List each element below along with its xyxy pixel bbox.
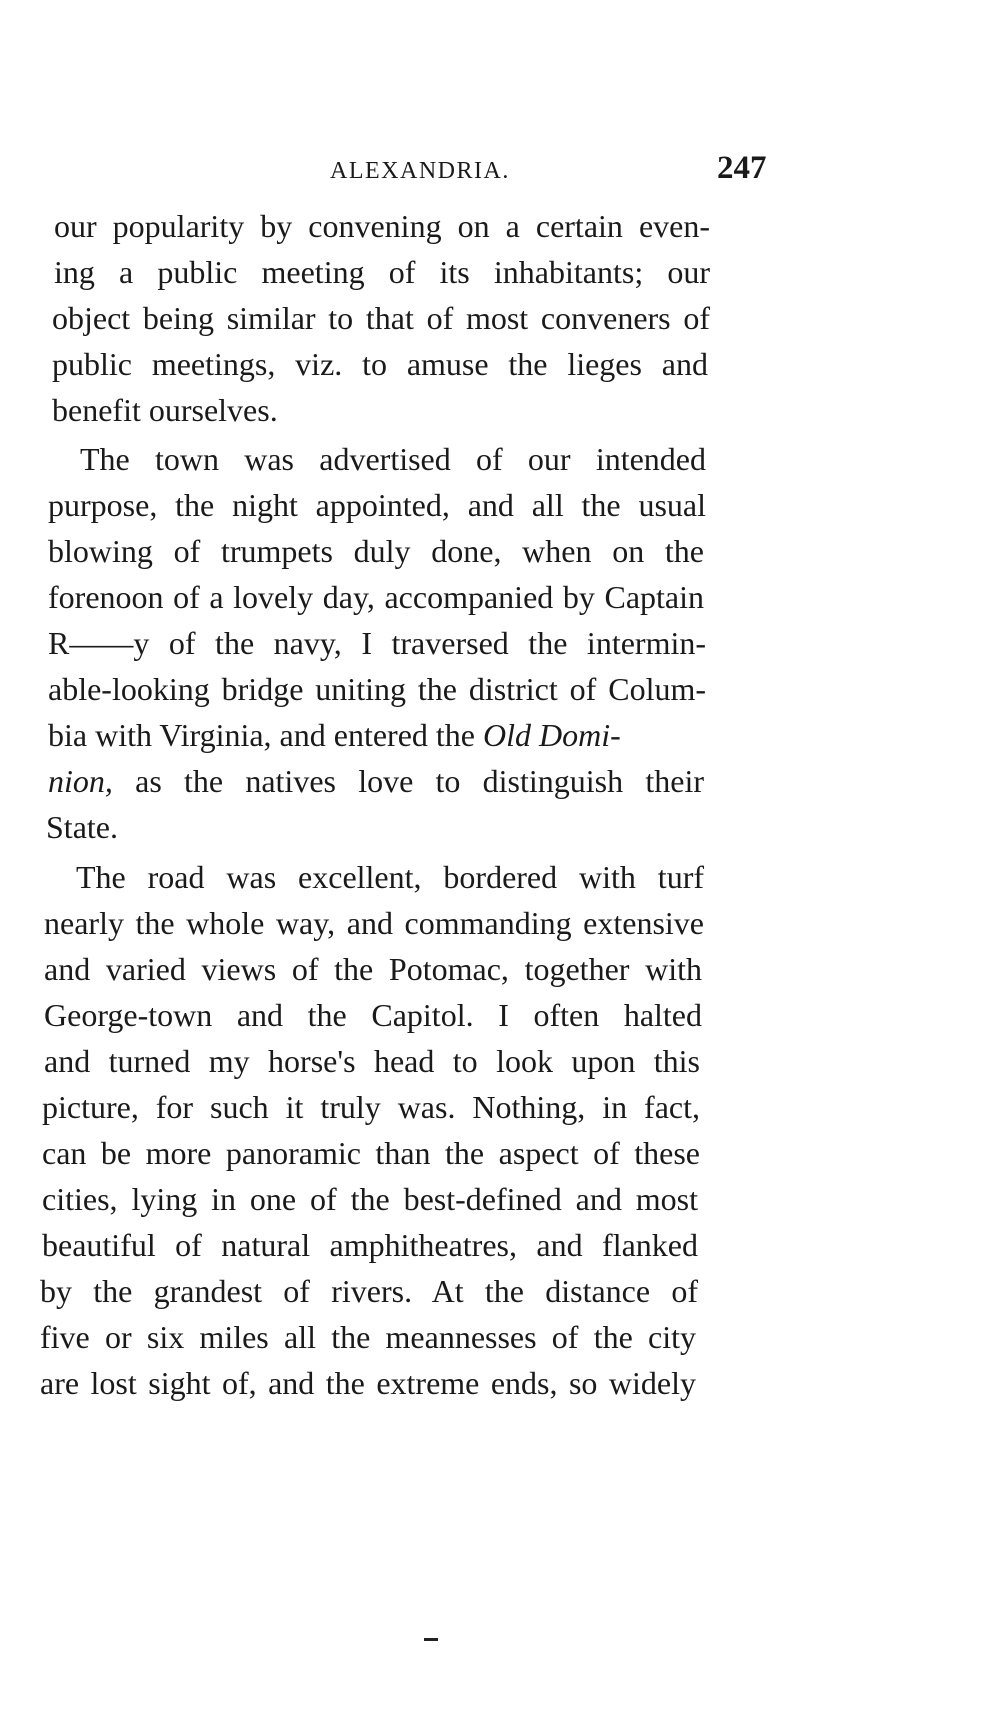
page-number: 247 bbox=[717, 150, 767, 186]
text-line-1: our popularity by convening on a certain even- bbox=[54, 208, 710, 244]
text-line-26: are lost sight of, and the extreme ends, so widely bbox=[40, 1365, 696, 1401]
text-line-23: beautiful of natural amphitheatres, and flanked bbox=[42, 1227, 698, 1263]
text-line-14: State. bbox=[46, 809, 118, 845]
text-line-20: picture, for such it truly was. Nothing, in fact, bbox=[42, 1089, 700, 1125]
text-line-7: purpose, the night appointed, and all the usual bbox=[48, 487, 706, 523]
text-line-12-roman: bia with Virginia, and entered the bbox=[48, 717, 475, 753]
text-line-17: and varied views of the Potomac, together with bbox=[44, 951, 702, 987]
text-line-18: George-town and the Capitol. I often halted bbox=[44, 997, 702, 1033]
text-line-12 bbox=[48, 716, 706, 754]
text-line-19: and turned my horse's head to look upon this bbox=[44, 1043, 700, 1079]
text-line-9: forenoon of a lovely day, accompanied by Captain bbox=[48, 579, 704, 615]
text-line-13 bbox=[48, 762, 704, 800]
footer-rule bbox=[424, 1638, 438, 1641]
text-line-13-italic: nion, bbox=[48, 763, 113, 799]
text-line-4: public meetings, viz. to amuse the lieges and bbox=[52, 346, 708, 382]
text-line-12-italic: Old Domi- bbox=[483, 717, 621, 753]
text-line-2: ing a public meeting of its inhabitants; our bbox=[54, 254, 710, 290]
text-line-13-roman: as the natives love to distinguish their bbox=[135, 763, 705, 799]
text-line-3: object being similar to that of most conveners of bbox=[52, 300, 710, 336]
running-head: ALEXANDRIA. bbox=[330, 158, 510, 184]
text-line-10: R——y of the navy, I traversed the intermin- bbox=[48, 625, 706, 661]
text-line-24: by the grandest of rivers. At the distance of bbox=[40, 1273, 698, 1309]
text-line-16: nearly the whole way, and commanding extensive bbox=[44, 905, 704, 941]
text-line-21: can be more panoramic than the aspect of these bbox=[42, 1135, 700, 1171]
text-line-11: able-looking bridge uniting the district of Colum- bbox=[48, 671, 706, 707]
text-line-25: five or six miles all the meannesses of the city bbox=[40, 1319, 696, 1355]
text-line-6: The town was advertised of our intended bbox=[80, 441, 706, 477]
text-line-8: blowing of trumpets duly done, when on the bbox=[48, 533, 704, 569]
text-line-22: cities, lying in one of the best-defined and most bbox=[42, 1181, 698, 1217]
text-line-5: benefit ourselves. bbox=[52, 392, 278, 428]
text-line-15: The road was excellent, bordered with turf bbox=[76, 859, 704, 895]
